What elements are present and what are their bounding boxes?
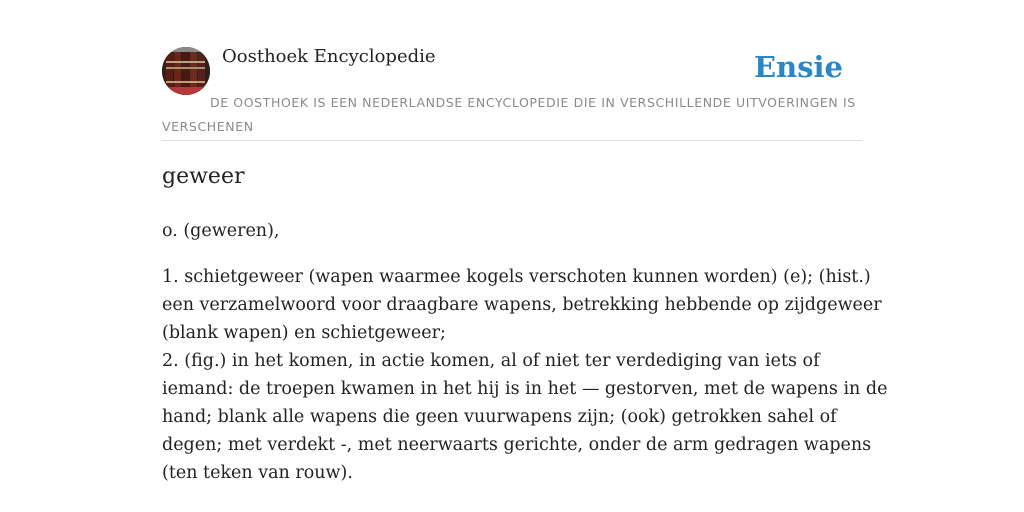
definition-line: hand; blank alle wapens die geen vuurwapens zijn; (ook) getrokken sahel of: [162, 407, 837, 427]
ensie-logo-link[interactable]: Ensie: [754, 50, 843, 84]
page-content: [162, 0, 888, 483]
entry-grammar: o. (geweren),: [162, 221, 280, 241]
entry-definition: [162, 263, 888, 487]
definition-line: (blank wapen) en schietgeweer;: [162, 323, 446, 343]
entry-term: geweer: [162, 164, 245, 189]
site-tagline: DE OOSTHOEK IS EEN NEDERLANDSE ENCYCLOPEDIE DIE IN VERSCHILLENDE UITVOERINGEN IS VERSCHENEN: [162, 95, 856, 134]
encyclopedia-books-avatar-icon[interactable]: [162, 47, 210, 95]
definition-line: 2. (fig.) in het komen, in actie komen, al of niet ter verdediging van iets of: [162, 351, 820, 371]
site-header: [162, 0, 862, 141]
definition-line: (ten teken van rouw).: [162, 463, 353, 483]
definition-line: iemand: de troepen kwamen in het hij is in het — gestorven, met de wapens in de: [162, 379, 888, 399]
definition-line: degen; met verdekt -, met neerwaarts gerichte, onder de arm gedragen wapens: [162, 435, 872, 455]
books-image: [162, 47, 210, 95]
definition-line: 1. schietgeweer (wapen waarmee kogels verschoten kunnen worden) (e); (hist.): [162, 267, 871, 287]
site-title[interactable]: Oosthoek Encyclopedie: [222, 46, 436, 67]
definition-line: een verzamelwoord voor draagbare wapens, betrekking hebbende op zijdgeweer: [162, 295, 882, 315]
